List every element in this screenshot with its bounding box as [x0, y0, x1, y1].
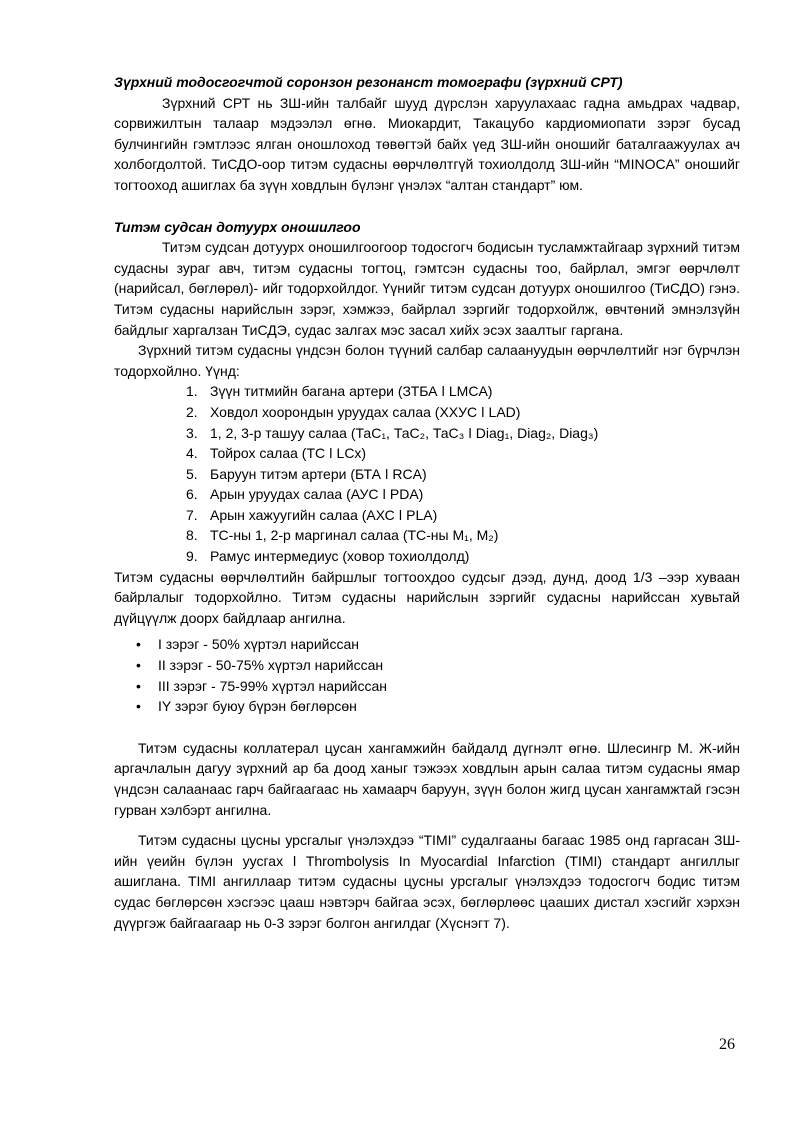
section-spacer: [114, 196, 740, 217]
list-item: • II зэрэг - 50-75% хүртэл нарийссан: [136, 655, 740, 676]
stenosis-grade-list: [114, 634, 740, 716]
list-item: 2. Ховдол хоорондын уруудах салаа (ХХУС ǀ LAD): [186, 403, 521, 420]
bullet-icon: •: [136, 657, 141, 674]
artery-list: [114, 381, 740, 566]
angio-paragraph-1: Титэм судсан дотуурх оношилгоогоор тодосгогч бодисын тусламжтайгаар зүрхний титэм судасны зураг авч, титэм судасны тогтоц, гэмтсэн судасны тоо, байрлал, эмгэг өөрчлөлт (нарийсал, бөглөрөл)- ийг тодорхойлдог. Үүнийг титэм судсан дотуурх оношилгоо (ТиСДО) гэнэ. Титэм судасны нарийслын зэрэг, хэмжээ, байрлал зэргийг тодорхойлж, өвчтөний эмнэлзүйн байдлыг харгалзан ТиСДЭ, судас залгах мэс засал хийх эсэх заалтыг гаргана.: [114, 239, 740, 338]
list-item: • I зэрэг - 50% хүртэл нарийссан: [136, 634, 740, 655]
bullet-icon: •: [136, 698, 141, 715]
angio-paragraph-4: Титэм судасны коллатерал цусан хангамжийн байдалд дүгнэлт өгнө. Шлесингр М. Ж-ийн аргачлалын дагуу зүрхний ар ба доод ханыг тэжээх ховдлын арын салаа титэм судасны ямар үндсэн салаанаас гарч байгаагаас нь хамаарч баруун, зүүн болон жигд цусан хангамжтай гэсэн гурван хэлбэрт ангилна.: [114, 739, 740, 818]
page-number: 26: [719, 1036, 735, 1053]
list-item: 8. ТС-ны 1, 2-р маргинал салаа (ТС-ны M₁, M₂): [186, 527, 499, 544]
list-item: 7. Арын хажуугийн салаа (АХС ǀ PLA): [186, 506, 438, 523]
list-item: 5. Баруун титэм артери (БТА ǀ RCA): [186, 465, 427, 482]
list-item: 3. 1, 2, 3-р ташуу салаа (ТаС₁, ТаС₂, ТаС₃ ǀ Diag₁, Diag₂, Diag₃): [186, 424, 599, 441]
list-item: 6. Арын уруудах салаа (АУС ǀ PDA): [186, 486, 424, 503]
section-heading-angiography: Титэм судсан дотуурх оношилгоо: [114, 218, 361, 235]
list-item: • IY зэрэг буюу бүрэн бөглөрсөн: [136, 696, 740, 717]
bullet-icon: •: [136, 636, 141, 653]
cmr-paragraph: Зүрхний СРТ нь ЗШ-ийн талбайг шууд дүрслэн харуулахаас гадна амьдрах чадвар, сорвижилтын талаар мэдээлэл өгнө. Миокардит, Такацубо кардиомиопати зэрэг бусад булчингийн гэмтлээс ялган оношлоход төвөгтэй байх үед ЗШ-ийн оношийг баталгаажуулах ач холбогдолтой. ТиСДО-оор титэм судасны өөрчлөлтгүй тохиолдолд ЗШ-ийн “MINOCA” оношийг тогтооход ашиглах ба зүүн ховдлын бүлэнг үнэлэх “алтан стандарт” юм.: [114, 94, 740, 193]
angio-paragraph-5: Титэм судасны цусны урсгалыг үнэлэхдээ “TIMI” судалгааны багаас 1985 онд гаргасан ЗШ-ийн үеийн бүлэн уусгах ǀ Thrombolysis In Myocardial Infarction (TIMI) стандарт ангиллыг ашиглана. TIMI ангиллаар титэм судасны цусны урсгалыг үнэлэхдээ тодосгогч бодис титэм судас бөглөрсөн хэсгээс цааш нэвтэрч байгаа эсэх, бөглөрлөөс цааших дистал хэсгийг хэрхэн дүүргэж байгаагаар нь 0-3 зэрэг болгон ангилдаг (Хүснэгт 7).: [114, 832, 740, 931]
angio-paragraph-3: Титэм судасны өөрчлөлтийн байршлыг тогтоохдоо судсыг дээд, дунд, доод 1/3 –ээр хуваан байрлалыг тодорхойлно. Титэм судасны нарийслын зэргийг судасны нарийссан хувьтай дүйцүүлж доорх байдлаар ангилна.: [114, 568, 740, 626]
list-item: • III зэрэг - 75-99% хүртэл нарийссан: [136, 676, 740, 697]
document-page: [114, 72, 740, 933]
list-item: 4. Тойрох салаа (ТС ǀ LCx): [186, 445, 367, 462]
list-item: 9. Рамус интермедиус (ховор тохиолдолд): [186, 548, 470, 565]
section-heading-cmr: Зүрхний тодосгогчтой соронзон резонанст томографи (зүрхний СРТ): [114, 74, 623, 90]
bullet-icon: •: [136, 677, 141, 694]
angio-paragraph-2: Зүрхний титэм судасны үндсэн болон түүний салбар салаануудын өөрчлөлтийг нэг бүрчлэн тодорхойлно. Үүнд:: [114, 342, 740, 379]
list-item: 1. Зүүн титмийн багана артери (ЗТБА ǀ LMCA): [186, 383, 493, 400]
